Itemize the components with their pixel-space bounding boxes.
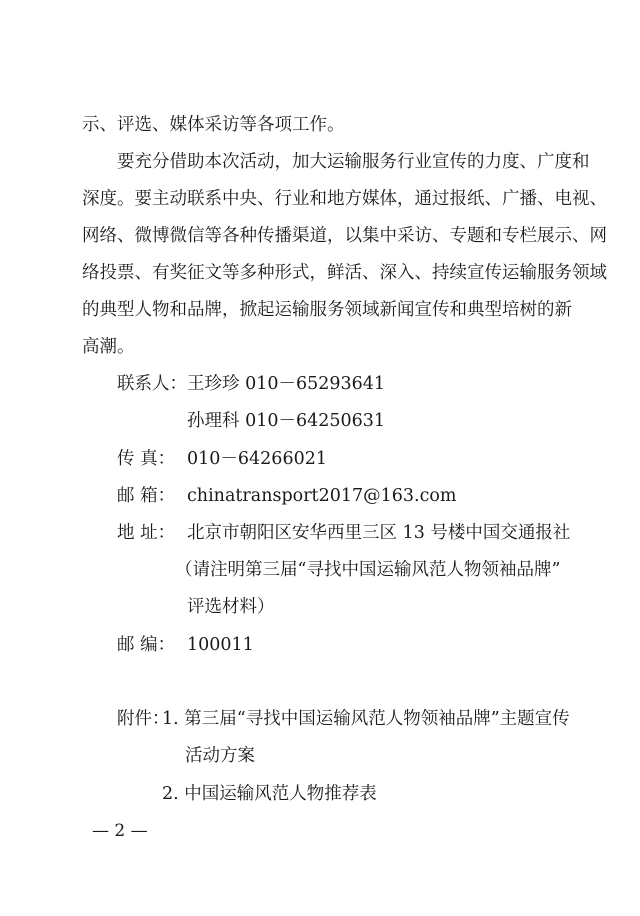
attachment-1-line-2: 活动方案 <box>185 746 255 766</box>
attachment-2: 2. 中国运输风范人物推荐表 <box>162 784 377 804</box>
attachments-label: 附件： <box>117 709 170 729</box>
postcode-label: 邮 编： <box>117 635 176 655</box>
contact-2: 孙理科 010－64250631 <box>187 411 386 431</box>
contact-label: 联系人： <box>117 374 187 394</box>
page-number: — 2 — <box>92 821 148 841</box>
address-line-3: 评选材料） <box>187 597 275 617</box>
body-para2-line-1: 要充分借助本次活动，加大运输服务行业宣传的力度、广度和 <box>117 152 590 172</box>
body-para2-line-6: 高潮。 <box>82 337 135 357</box>
address-label: 地 址： <box>117 523 176 543</box>
email-label: 邮 箱： <box>117 486 176 506</box>
fax-label: 传 真： <box>117 449 176 469</box>
body-para2-line-2: 深度。要主动联系中央、行业和地方媒体，通过报纸、广播、电视、 <box>82 189 607 209</box>
postcode: 100011 <box>187 635 254 655</box>
body-para2-line-5: 的典型人物和品牌，掀起运输服务领域新闻宣传和典型培树的新 <box>82 300 572 320</box>
attachment-1-line-1: 1. 第三届“寻找中国运输风范人物领袖品牌”主题宣传 <box>162 709 570 729</box>
contact-1: 王珍珍 010－65293641 <box>187 374 386 394</box>
body-line-1: 示、评选、媒体采访等各项工作。 <box>82 115 345 135</box>
fax-number: 010－64266021 <box>187 449 327 469</box>
body-para2-line-4: 络投票、有奖征文等多种形式，鲜活、深入、持续宣传运输服务领域 <box>82 263 607 283</box>
address-line-1: 北京市朝阳区安华西里三区 13 号楼中国交通报社 <box>187 523 571 543</box>
address-line-2: （请注明第三届“寻找中国运输风范人物领袖品牌” <box>175 560 561 580</box>
email-address: chinatransport2017@163.com <box>187 486 457 506</box>
body-para2-line-3: 网络、微博微信等各种传播渠道，以集中采访、专题和专栏展示、网 <box>82 226 607 246</box>
